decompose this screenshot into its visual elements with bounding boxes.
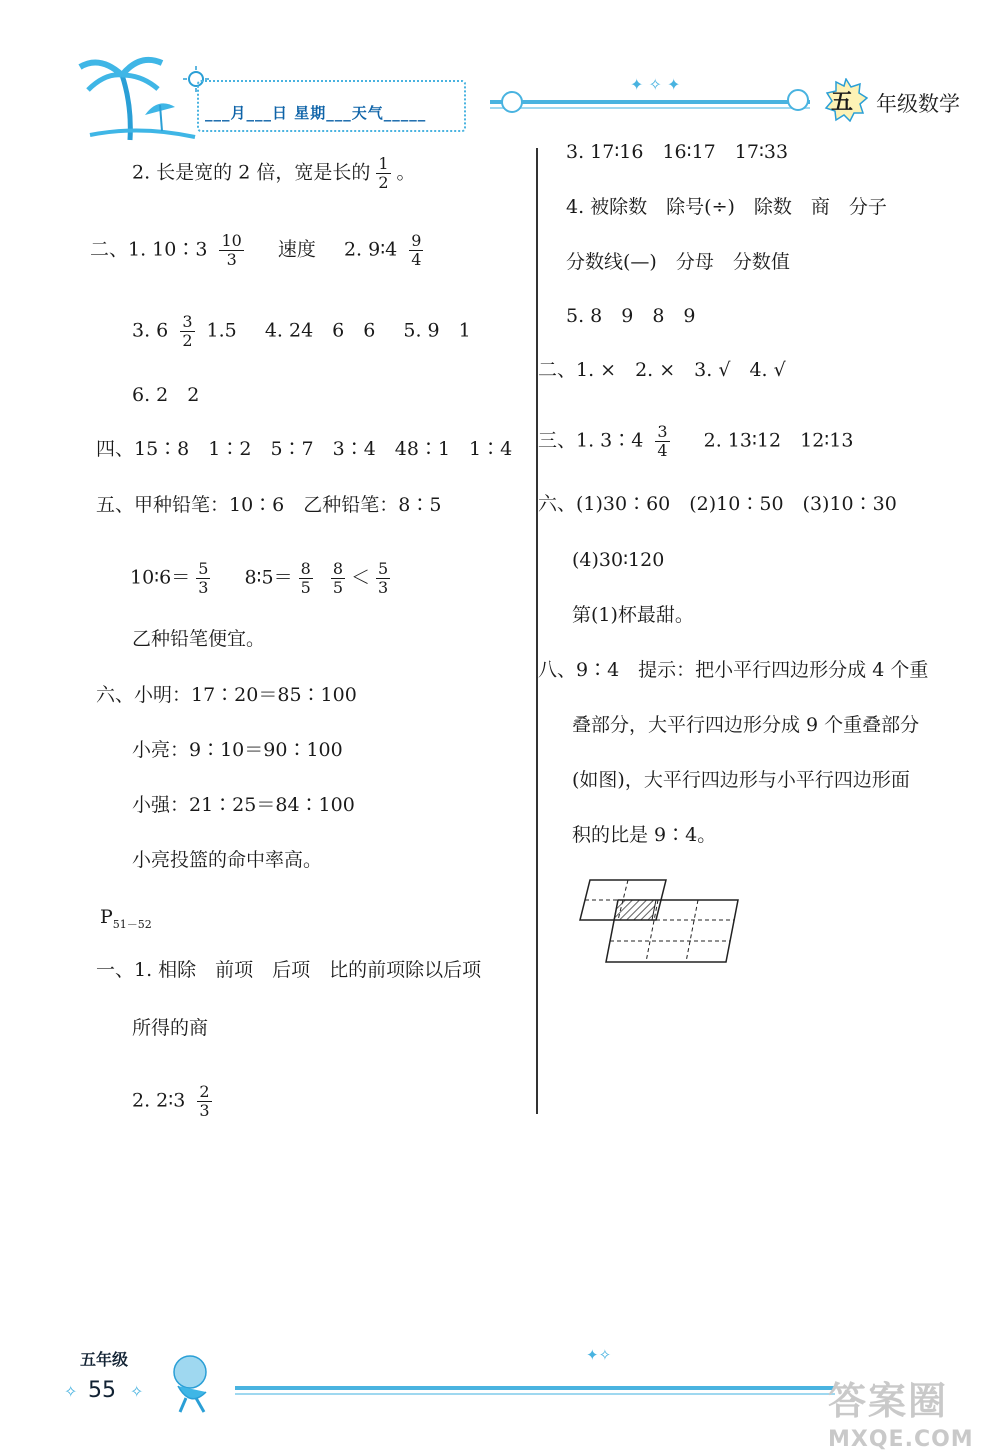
left-line-9: 六、小明：17∶20＝85∶100	[96, 684, 357, 706]
answer-text: 3. 6	[132, 319, 169, 342]
right-line-10: 八、9∶4 提示：把小平行四边形分成 4 个重	[538, 659, 929, 681]
fraction: $\frac{8}{5}$	[332, 559, 343, 597]
mascot-icon	[160, 1348, 230, 1418]
fraction: $\frac{1}{2}$	[378, 154, 389, 192]
left-line-7	[130, 560, 396, 597]
footer-grade: 五年级	[80, 1350, 129, 1369]
subject-title: 年级数学	[876, 92, 960, 116]
right-line-11: 叠部分，大平行四边形分成 9 个重叠部分	[572, 714, 920, 736]
fraction: $\frac{5}{3}$	[198, 559, 209, 597]
fraction: $\frac{5}{3}$	[378, 559, 389, 597]
right-line-5: 二、1. × 2. × 3. √ 4. √	[538, 359, 786, 381]
answer-text: 2. 9∶4	[343, 238, 398, 261]
answer-text: 三、1. 3∶4	[538, 429, 644, 452]
palm-tree-icon	[70, 45, 210, 145]
page-ref-letter: P	[100, 906, 113, 928]
answer-text: 二、1. 10∶3	[90, 238, 208, 261]
right-line-1: 3. 17∶16 16∶17 17∶33	[566, 141, 789, 163]
left-line-15: 所得的商	[132, 1017, 209, 1039]
parallelogram-diagram	[570, 870, 750, 970]
svg-text:✦ ✧ ✦: ✦ ✧ ✦	[630, 75, 681, 94]
header-decorative-line	[480, 70, 820, 120]
watermark-logo: 答案圈 MXQE.COM	[828, 1379, 974, 1452]
answer-text: 2. 长是宽的 2 倍，宽是长的	[132, 161, 371, 184]
fraction: $\frac{3}{4}$	[657, 422, 668, 460]
footer-decorative-line	[235, 1370, 835, 1400]
right-line-2: 4. 被除数 除号(÷) 除数 商 分子	[566, 196, 887, 218]
answer-text: 1.5	[206, 319, 237, 342]
left-line-2	[90, 232, 429, 269]
answer-text: 。	[396, 161, 416, 184]
left-line-16	[132, 1083, 218, 1120]
left-line-1	[132, 155, 416, 192]
page-ref-range: 51－52	[112, 917, 152, 931]
answer-text: 8∶5＝	[244, 566, 293, 589]
sparkle-left-icon: ✧	[64, 1382, 78, 1401]
sparkle-icon: ✦✧	[586, 1346, 612, 1364]
fraction: $\frac{3}{2}$	[182, 312, 193, 350]
sparkle-right-icon: ✧	[130, 1382, 144, 1401]
right-line-9: 第(1)杯最甜。	[572, 604, 694, 626]
answer-text: 速度	[277, 238, 316, 261]
left-line-10: 小亮：9∶10＝90∶100	[132, 739, 343, 761]
right-line-13: 积的比是 9∶4。	[572, 824, 717, 846]
grade-char: 五	[831, 90, 854, 115]
answer-text: 2. 13∶12 12∶13	[703, 429, 854, 452]
fraction: $\frac{8}{5}$	[300, 559, 311, 597]
fraction: $\frac{9}{4}$	[411, 231, 422, 269]
right-line-4: 5. 8 9 8 9	[566, 305, 696, 327]
right-line-12: (如图)，大平行四边形与小平行四边形面	[572, 769, 910, 791]
answer-text: ＜	[351, 566, 371, 589]
left-line-6: 五、甲种铅笔：10∶6 乙种铅笔：8∶5	[96, 494, 442, 516]
left-line-3	[132, 313, 471, 350]
answer-text: 10∶6＝	[130, 566, 191, 589]
left-line-11: 小强：21∶25＝84∶100	[132, 794, 355, 816]
answer-text: 5. 9 1	[403, 319, 471, 342]
right-line-3: 分数线(—) 分母 分数值	[566, 251, 790, 273]
fraction: $\frac{2}{3}$	[199, 1082, 210, 1120]
left-line-5: 四、15∶8 1∶2 5∶7 3∶4 48∶1 1∶4	[96, 438, 513, 460]
date-weather-line: ___月___日 星期___天气_____	[205, 104, 427, 122]
right-line-6	[538, 423, 853, 460]
page-ref	[100, 905, 152, 937]
column-divider	[536, 148, 538, 1114]
left-line-14: 一、1. 相除 前项 后项 比的前项除以后项	[96, 959, 482, 981]
left-line-12: 小亮投篮的命中率高。	[132, 849, 323, 871]
left-line-4: 6. 2 2	[132, 384, 200, 406]
right-line-8: (4)30∶120	[572, 549, 665, 571]
answer-text: 4. 24 6 6	[264, 319, 376, 342]
answer-text: 2. 2∶3	[132, 1089, 186, 1112]
fraction: $\frac{10}{3}$	[221, 231, 242, 269]
right-line-7: 六、(1)30∶60 (2)10∶50 (3)10∶30	[538, 493, 897, 515]
page-number: 55	[88, 1378, 116, 1403]
left-line-8: 乙种铅笔便宜。	[132, 628, 266, 650]
